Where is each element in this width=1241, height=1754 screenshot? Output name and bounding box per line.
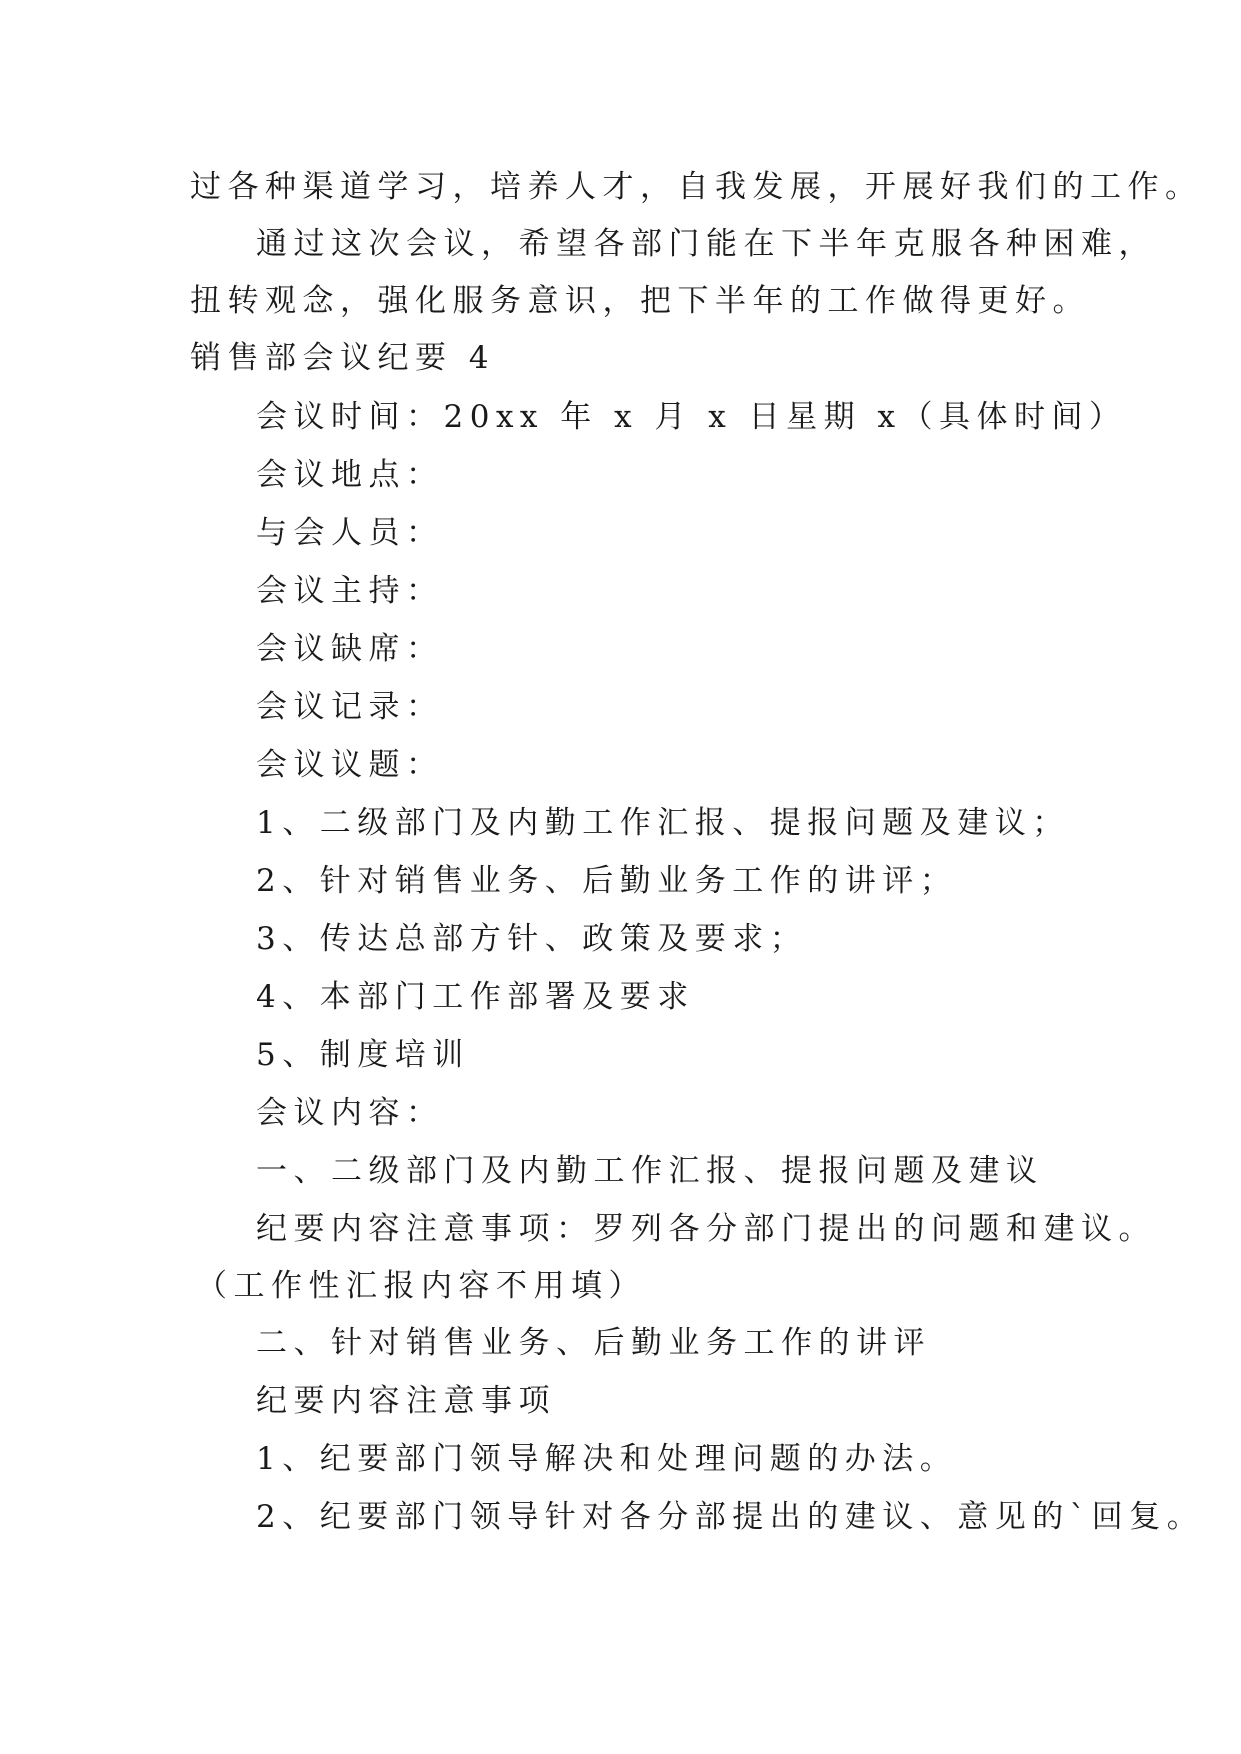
paragraph-line: （工作性汇报内容不用填） bbox=[196, 1268, 646, 1304]
list-item: 1、纪要部门领导解决和处理问题的办法。 bbox=[256, 1441, 958, 1477]
topic-item: 2、针对销售业务、后勤业务工作的讲评； bbox=[256, 863, 958, 899]
section-heading: 销售部会议纪要 4 bbox=[190, 340, 496, 376]
meeting-location: 会议地点： bbox=[256, 457, 444, 493]
paragraph-line: 扭转观念，强化服务意识，把下半年的工作做得更好。 bbox=[190, 283, 1090, 319]
meeting-host: 会议主持： bbox=[256, 573, 444, 609]
paragraph-line: 纪要内容注意事项：罗列各分部门提出的问题和建议。 bbox=[256, 1211, 1156, 1247]
meeting-attendees: 与会人员： bbox=[256, 515, 444, 551]
list-item: 2、纪要部门领导针对各分部提出的建议、意见的`回复。 bbox=[256, 1499, 1205, 1535]
paragraph-line: 过各种渠道学习，培养人才，自我发展，开展好我们的工作。 bbox=[190, 169, 1203, 205]
content-heading: 二、针对销售业务、后勤业务工作的讲评 bbox=[256, 1325, 931, 1361]
topic-item: 4、本部门工作部署及要求 bbox=[256, 979, 695, 1015]
paragraph-line: 纪要内容注意事项 bbox=[256, 1383, 556, 1419]
topic-item: 5、制度培训 bbox=[256, 1037, 470, 1073]
topic-item: 3、传达总部方针、政策及要求； bbox=[256, 921, 808, 957]
meeting-content-label: 会议内容： bbox=[256, 1095, 444, 1131]
content-heading: 一、二级部门及内勤工作汇报、提报问题及建议 bbox=[256, 1153, 1044, 1189]
topic-item: 1、二级部门及内勤工作汇报、提报问题及建议； bbox=[256, 805, 1070, 841]
paragraph-line: 通过这次会议，希望各部门能在下半年克服各种困难， bbox=[256, 226, 1156, 262]
meeting-topics-label: 会议议题： bbox=[256, 747, 444, 783]
meeting-absent: 会议缺席： bbox=[256, 631, 444, 667]
meeting-time: 会议时间：20xx 年 x 月 x 日星期 x（具体时间） bbox=[256, 399, 1127, 435]
meeting-recorder: 会议记录： bbox=[256, 689, 444, 725]
